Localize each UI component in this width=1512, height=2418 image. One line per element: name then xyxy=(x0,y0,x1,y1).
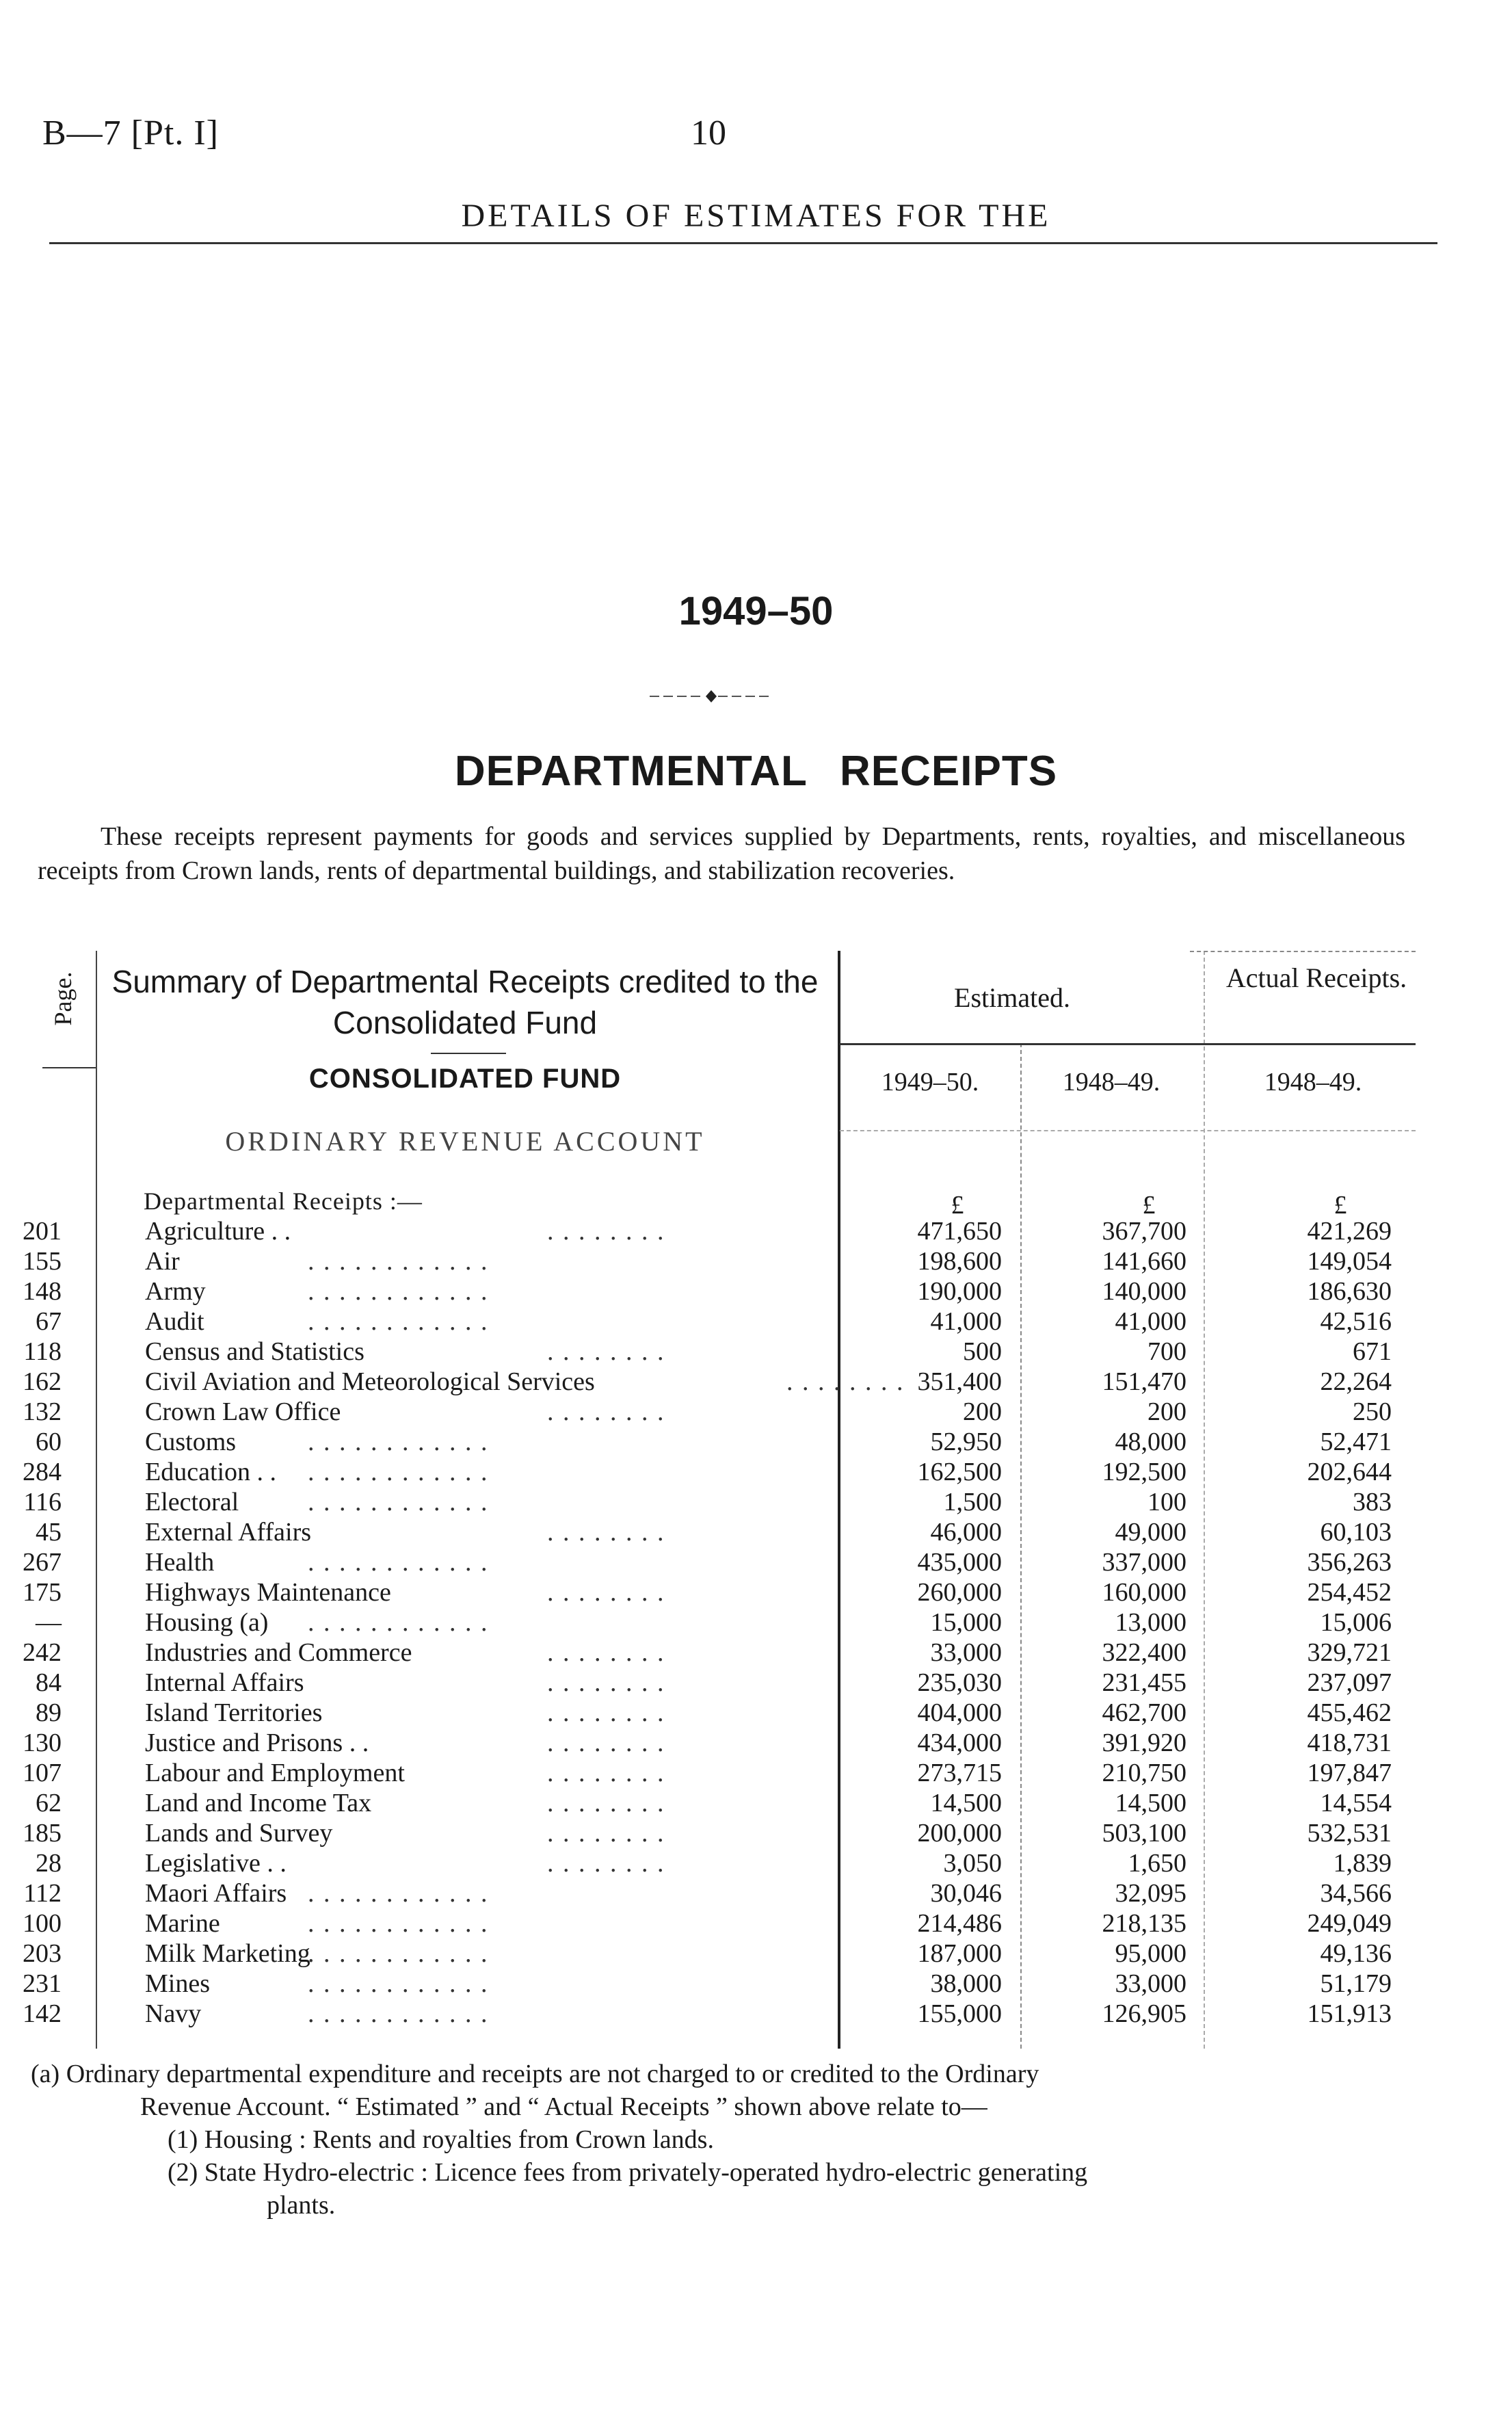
actual-1948-49: 237,097 xyxy=(1307,1668,1392,1697)
estimate-1949-50: 214,486 xyxy=(917,1909,1002,1938)
estimate-1948-49: 337,000 xyxy=(1102,1548,1186,1577)
table-row xyxy=(0,1818,1512,1848)
footnote-item: (2) State Hydro-electric : Licence fees from privately-operated hydro-electric generating xyxy=(168,2158,1088,2187)
leader-dots: . . . . . . . . xyxy=(547,1638,665,1667)
estimate-1948-49: 14,500 xyxy=(1115,1789,1186,1817)
running-title: DETAILS OF ESTIMATES FOR THE xyxy=(461,198,1051,234)
leader-dots: . . . . . . . . xyxy=(786,1367,905,1396)
leader-dots: . . . . . . . . . . . . xyxy=(308,1458,489,1486)
estimate-1949-50: 435,000 xyxy=(917,1548,1002,1577)
estimate-1948-49: 151,470 xyxy=(1102,1367,1186,1396)
table-row xyxy=(0,1969,1512,1999)
leader-dots: . . . . . . . . . . . . xyxy=(308,1548,489,1577)
actual-1948-49: 455,462 xyxy=(1307,1698,1392,1727)
leader-dots: . . . . . . . . . . . . xyxy=(308,1909,489,1938)
department-name: Land and Income Tax xyxy=(145,1789,372,1817)
estimate-1949-50: 260,000 xyxy=(917,1578,1002,1607)
department-name: Army xyxy=(145,1277,206,1306)
estimate-1948-49: 141,660 xyxy=(1102,1247,1186,1276)
actual-1948-49: 202,644 xyxy=(1307,1458,1392,1486)
estimate-1949-50: 1,500 xyxy=(943,1488,1002,1516)
estimate-1949-50: 200,000 xyxy=(917,1819,1002,1848)
table-row xyxy=(0,1427,1512,1457)
department-name: Audit xyxy=(145,1307,204,1336)
fund-rule xyxy=(431,1053,506,1054)
actual-1948-49: 356,263 xyxy=(1307,1548,1392,1577)
estimate-1949-50: 187,000 xyxy=(917,1939,1002,1968)
actual-1948-49: 329,721 xyxy=(1307,1638,1392,1667)
footnote-marker: (a) xyxy=(31,2060,60,2088)
table-row xyxy=(0,1848,1512,1878)
department-name: Industries and Commerce xyxy=(145,1638,412,1667)
department-name: Census and Statistics xyxy=(145,1337,364,1366)
page-ref: 45 xyxy=(36,1518,62,1547)
estimate-1948-49: 210,750 xyxy=(1102,1759,1186,1787)
actual-1948-49: 671 xyxy=(1353,1337,1392,1366)
header-top-rule xyxy=(1190,951,1416,952)
leader-dots: . . . . . . . . . . . . xyxy=(308,1277,489,1306)
page-ref: 112 xyxy=(23,1879,62,1908)
page-ref: 118 xyxy=(23,1337,62,1366)
page-number: 10 xyxy=(691,114,726,153)
leader-dots: . . . . . . . . . . . . xyxy=(308,1428,489,1456)
leader-dots: . . . . . . . . . . . . xyxy=(308,1307,489,1336)
table-row xyxy=(0,1517,1512,1547)
estimate-1949-50: 155,000 xyxy=(917,1999,1002,2028)
page-ref: 67 xyxy=(36,1307,62,1336)
estimate-1948-49: 200 xyxy=(1148,1397,1186,1426)
estimate-1949-50: 33,000 xyxy=(930,1638,1002,1667)
page-ref: 175 xyxy=(23,1578,62,1607)
table-row xyxy=(0,1908,1512,1939)
leader-dots: . . . . . . . . . . . . xyxy=(308,1608,489,1637)
estimate-1949-50: 434,000 xyxy=(917,1729,1002,1757)
footnote-line: Revenue Account. “ Estimated ” and “ Actual Receipts ” shown above relate to— xyxy=(140,2092,987,2121)
leader-dots: . . . . . . . . . . . . xyxy=(308,1939,489,1968)
table-row xyxy=(0,1878,1512,1908)
table-row xyxy=(0,1668,1512,1698)
page-ref: 142 xyxy=(23,1999,62,2028)
department-name: Highways Maintenance xyxy=(145,1578,391,1607)
estimate-1949-50: 38,000 xyxy=(930,1969,1002,1998)
footnote-item: (1) Housing : Rents and royalties from Crown lands. xyxy=(168,2125,714,2154)
estimate-1949-50: 198,600 xyxy=(917,1247,1002,1276)
department-name: Education . . xyxy=(145,1458,277,1486)
table-row xyxy=(0,1367,1512,1397)
leader-dots: . . . . . . . . xyxy=(547,1668,665,1697)
department-name: Civil Aviation and Meteorological Services xyxy=(145,1367,595,1396)
department-name: Navy xyxy=(145,1999,202,2028)
department-name: Health xyxy=(145,1548,215,1577)
estimate-1948-49: 32,095 xyxy=(1115,1879,1186,1908)
footnote-item: plants. xyxy=(267,2191,336,2220)
page-ref: 148 xyxy=(23,1277,62,1306)
estimate-1948-49: 367,700 xyxy=(1102,1217,1186,1246)
year-1948-49-actual: 1948–49. xyxy=(1264,1068,1362,1096)
table-row xyxy=(0,1607,1512,1638)
actual-1948-49: 418,731 xyxy=(1307,1729,1392,1757)
estimate-1948-49: 218,135 xyxy=(1102,1909,1186,1938)
table-row xyxy=(0,1758,1512,1788)
actual-1948-49: 186,630 xyxy=(1307,1277,1392,1306)
department-name: Customs xyxy=(145,1428,237,1456)
estimate-1949-50: 404,000 xyxy=(917,1698,1002,1727)
page-ref: 60 xyxy=(36,1428,62,1456)
department-name: Island Territories xyxy=(145,1698,323,1727)
footnote-line: Ordinary departmental expenditure and receipts are not charged to or credited to the Ordinary xyxy=(66,2060,1039,2088)
table-row xyxy=(0,1276,1512,1306)
table-row xyxy=(0,1397,1512,1427)
footnote xyxy=(31,2058,1412,2222)
estimate-1948-49: 1,650 xyxy=(1128,1849,1186,1878)
estimate-1948-49: 49,000 xyxy=(1115,1518,1186,1547)
table-row xyxy=(0,1577,1512,1607)
leader-dots: . . . . . . . . xyxy=(547,1217,665,1246)
year-title: 1949–50 xyxy=(678,589,834,633)
estimate-1948-49: 48,000 xyxy=(1115,1428,1186,1456)
page-ref: 107 xyxy=(23,1759,62,1787)
page-ref: 242 xyxy=(23,1638,62,1667)
leader-dots: . . . . . . . . xyxy=(547,1397,665,1426)
estimate-1949-50: 190,000 xyxy=(917,1277,1002,1306)
estimate-1948-49: 160,000 xyxy=(1102,1578,1186,1607)
page-ref: 201 xyxy=(23,1217,62,1246)
department-name: Marine xyxy=(145,1909,220,1938)
actual-1948-49: 51,179 xyxy=(1320,1969,1392,1998)
header-rule xyxy=(49,242,1437,244)
table-row xyxy=(0,1306,1512,1337)
estimate-1949-50: 30,046 xyxy=(930,1879,1002,1908)
department-name: Mines xyxy=(145,1969,210,1998)
department-name: Crown Law Office xyxy=(145,1397,341,1426)
department-name: Legislative . . xyxy=(145,1849,287,1878)
page-ref: 100 xyxy=(23,1909,62,1938)
page-ref: — xyxy=(36,1608,62,1637)
estimate-1948-49: 41,000 xyxy=(1115,1307,1186,1336)
diamond-ornament-icon xyxy=(643,688,780,705)
estimate-1949-50: 273,715 xyxy=(917,1759,1002,1787)
actual-1948-49: 149,054 xyxy=(1307,1247,1392,1276)
page-ref: 162 xyxy=(23,1367,62,1396)
estimate-1949-50: 15,000 xyxy=(930,1608,1002,1637)
department-name: Labour and Employment xyxy=(145,1759,405,1787)
actual-1948-49: 383 xyxy=(1353,1488,1392,1516)
actual-1948-49: 1,839 xyxy=(1333,1849,1392,1878)
department-name: Agriculture . . xyxy=(145,1217,291,1246)
ordinary-revenue-account-label: ORDINARY REVENUE ACCOUNT xyxy=(225,1126,705,1157)
actual-receipts-header: Actual Receipts. xyxy=(1225,962,1407,993)
page-ref: 267 xyxy=(23,1548,62,1577)
department-name: Justice and Prisons . . xyxy=(145,1729,369,1757)
estimate-1949-50: 235,030 xyxy=(917,1668,1002,1697)
table-row xyxy=(0,1216,1512,1246)
actual-1948-49: 249,049 xyxy=(1307,1909,1392,1938)
leader-dots: . . . . . . . . . . . . xyxy=(308,1969,489,1998)
estimate-1948-49: 100 xyxy=(1148,1488,1186,1516)
page-ref: 231 xyxy=(23,1969,62,1998)
leader-dots: . . . . . . . . xyxy=(547,1578,665,1607)
table-row xyxy=(0,1638,1512,1668)
estimate-1948-49: 322,400 xyxy=(1102,1638,1186,1667)
section-title: DEPARTMENTAL RECEIPTS xyxy=(454,748,1058,795)
estimate-1949-50: 3,050 xyxy=(943,1849,1002,1878)
page-ref: 28 xyxy=(36,1849,62,1878)
page-ref: 62 xyxy=(36,1789,62,1817)
page-column-header: Page. xyxy=(49,971,77,1026)
table-row xyxy=(0,1246,1512,1276)
document-code: B—7 [Pt. I] xyxy=(42,114,219,153)
leader-dots: . . . . . . . . xyxy=(547,1789,665,1817)
currency-symbol: £ xyxy=(1142,1191,1156,1220)
actual-1948-49: 250 xyxy=(1353,1397,1392,1426)
estimate-1948-49: 33,000 xyxy=(1115,1969,1186,1998)
currency-symbol: £ xyxy=(951,1191,964,1220)
estimate-1949-50: 500 xyxy=(963,1337,1002,1366)
page-ref: 284 xyxy=(23,1458,62,1486)
department-name: Electoral xyxy=(145,1488,239,1516)
summary-title: Summary of Departmental Receipts credited to the Consolidated Fund xyxy=(111,964,819,1040)
table-row xyxy=(0,1547,1512,1577)
page-ref: 130 xyxy=(23,1729,62,1757)
actual-1948-49: 421,269 xyxy=(1307,1217,1392,1246)
table-row xyxy=(0,1698,1512,1728)
estimate-1948-49: 13,000 xyxy=(1115,1608,1186,1637)
estimate-1949-50: 14,500 xyxy=(930,1789,1002,1817)
actual-1948-49: 49,136 xyxy=(1320,1939,1392,1968)
intro-paragraph: These receipts represent payments for goods and services supplied by Departments, rents, royalties, and miscellaneous receipts from Crown lands, rents of departmental buildings, and stabilization recoveries. xyxy=(38,822,1405,885)
department-name: Internal Affairs xyxy=(145,1668,304,1697)
leader-dots: . . . . . . . . xyxy=(547,1698,665,1727)
table-row xyxy=(0,1999,1512,2029)
estimate-1949-50: 46,000 xyxy=(930,1518,1002,1547)
estimate-1948-49: 140,000 xyxy=(1102,1277,1186,1306)
department-name: Maori Affairs xyxy=(145,1879,287,1908)
estimate-1948-49: 503,100 xyxy=(1102,1819,1186,1848)
actual-1948-49: 60,103 xyxy=(1320,1518,1392,1547)
year-1948-49-estimated: 1948–49. xyxy=(1062,1068,1160,1096)
year-1949-50: 1949–50. xyxy=(881,1068,979,1096)
page-ref: 132 xyxy=(23,1397,62,1426)
header-bottom-rule xyxy=(840,1043,1416,1045)
page-ref: 84 xyxy=(36,1668,62,1697)
estimate-1948-49: 462,700 xyxy=(1102,1698,1186,1727)
page-ref: 116 xyxy=(23,1488,62,1516)
estimate-1949-50: 52,950 xyxy=(930,1428,1002,1456)
actual-1948-49: 151,913 xyxy=(1307,1999,1392,2028)
actual-1948-49: 52,471 xyxy=(1320,1428,1392,1456)
leader-dots: . . . . . . . . xyxy=(547,1819,665,1848)
estimate-1949-50: 471,650 xyxy=(917,1217,1002,1246)
estimate-1949-50: 162,500 xyxy=(917,1458,1002,1486)
year-row-rule xyxy=(840,1130,1416,1131)
page-column-rule xyxy=(42,1067,96,1068)
leader-dots: . . . . . . . . xyxy=(547,1849,665,1878)
leader-dots: . . . . . . . . . . . . xyxy=(308,1879,489,1908)
actual-1948-49: 254,452 xyxy=(1307,1578,1392,1607)
estimated-header: Estimated. xyxy=(954,982,1070,1013)
page-ref: 89 xyxy=(36,1698,62,1727)
actual-1948-49: 22,264 xyxy=(1320,1367,1392,1396)
estimate-1948-49: 95,000 xyxy=(1115,1939,1186,1968)
actual-1948-49: 15,006 xyxy=(1320,1608,1392,1637)
department-name: Lands and Survey xyxy=(145,1819,333,1848)
department-name: Housing (a) xyxy=(145,1608,269,1637)
actual-1948-49: 197,847 xyxy=(1307,1759,1392,1787)
leader-dots: . . . . . . . . . . . . xyxy=(308,1247,489,1276)
page-ref: 155 xyxy=(23,1247,62,1276)
estimate-1949-50: 200 xyxy=(963,1397,1002,1426)
departmental-receipts-label: Departmental Receipts :— xyxy=(144,1187,423,1215)
actual-1948-49: 34,566 xyxy=(1320,1879,1392,1908)
estimate-1949-50: 351,400 xyxy=(917,1367,1002,1396)
actual-1948-49: 14,554 xyxy=(1320,1789,1392,1817)
department-name: External Affairs xyxy=(145,1518,312,1547)
estimate-1948-49: 126,905 xyxy=(1102,1999,1186,2028)
leader-dots: . . . . . . . . xyxy=(547,1337,665,1366)
estimate-1948-49: 391,920 xyxy=(1102,1729,1186,1757)
table-row xyxy=(0,1939,1512,1969)
estimate-1948-49: 231,455 xyxy=(1102,1668,1186,1697)
estimate-1949-50: 41,000 xyxy=(930,1307,1002,1336)
department-name: Milk Marketing xyxy=(145,1939,310,1968)
estimate-1948-49: 192,500 xyxy=(1102,1458,1186,1486)
actual-1948-49: 532,531 xyxy=(1307,1819,1392,1848)
consolidated-fund-label: CONSOLIDATED FUND xyxy=(308,1064,622,1094)
leader-dots: . . . . . . . . xyxy=(547,1759,665,1787)
table-row xyxy=(0,1487,1512,1517)
leader-dots: . . . . . . . . xyxy=(547,1518,665,1547)
page-ref: 203 xyxy=(23,1939,62,1968)
table-row xyxy=(0,1788,1512,1818)
department-name: Air xyxy=(145,1247,180,1276)
currency-symbol: £ xyxy=(1334,1191,1347,1220)
page-ref: 185 xyxy=(23,1819,62,1848)
estimate-1948-49: 700 xyxy=(1148,1337,1186,1366)
leader-dots: . . . . . . . . . . . . xyxy=(308,1488,489,1516)
leader-dots: . . . . . . . . xyxy=(547,1729,665,1757)
table-row xyxy=(0,1337,1512,1367)
table-row xyxy=(0,1457,1512,1487)
actual-1948-49: 42,516 xyxy=(1320,1307,1392,1336)
leader-dots: . . . . . . . . . . . . xyxy=(308,1999,489,2028)
table-row xyxy=(0,1728,1512,1758)
